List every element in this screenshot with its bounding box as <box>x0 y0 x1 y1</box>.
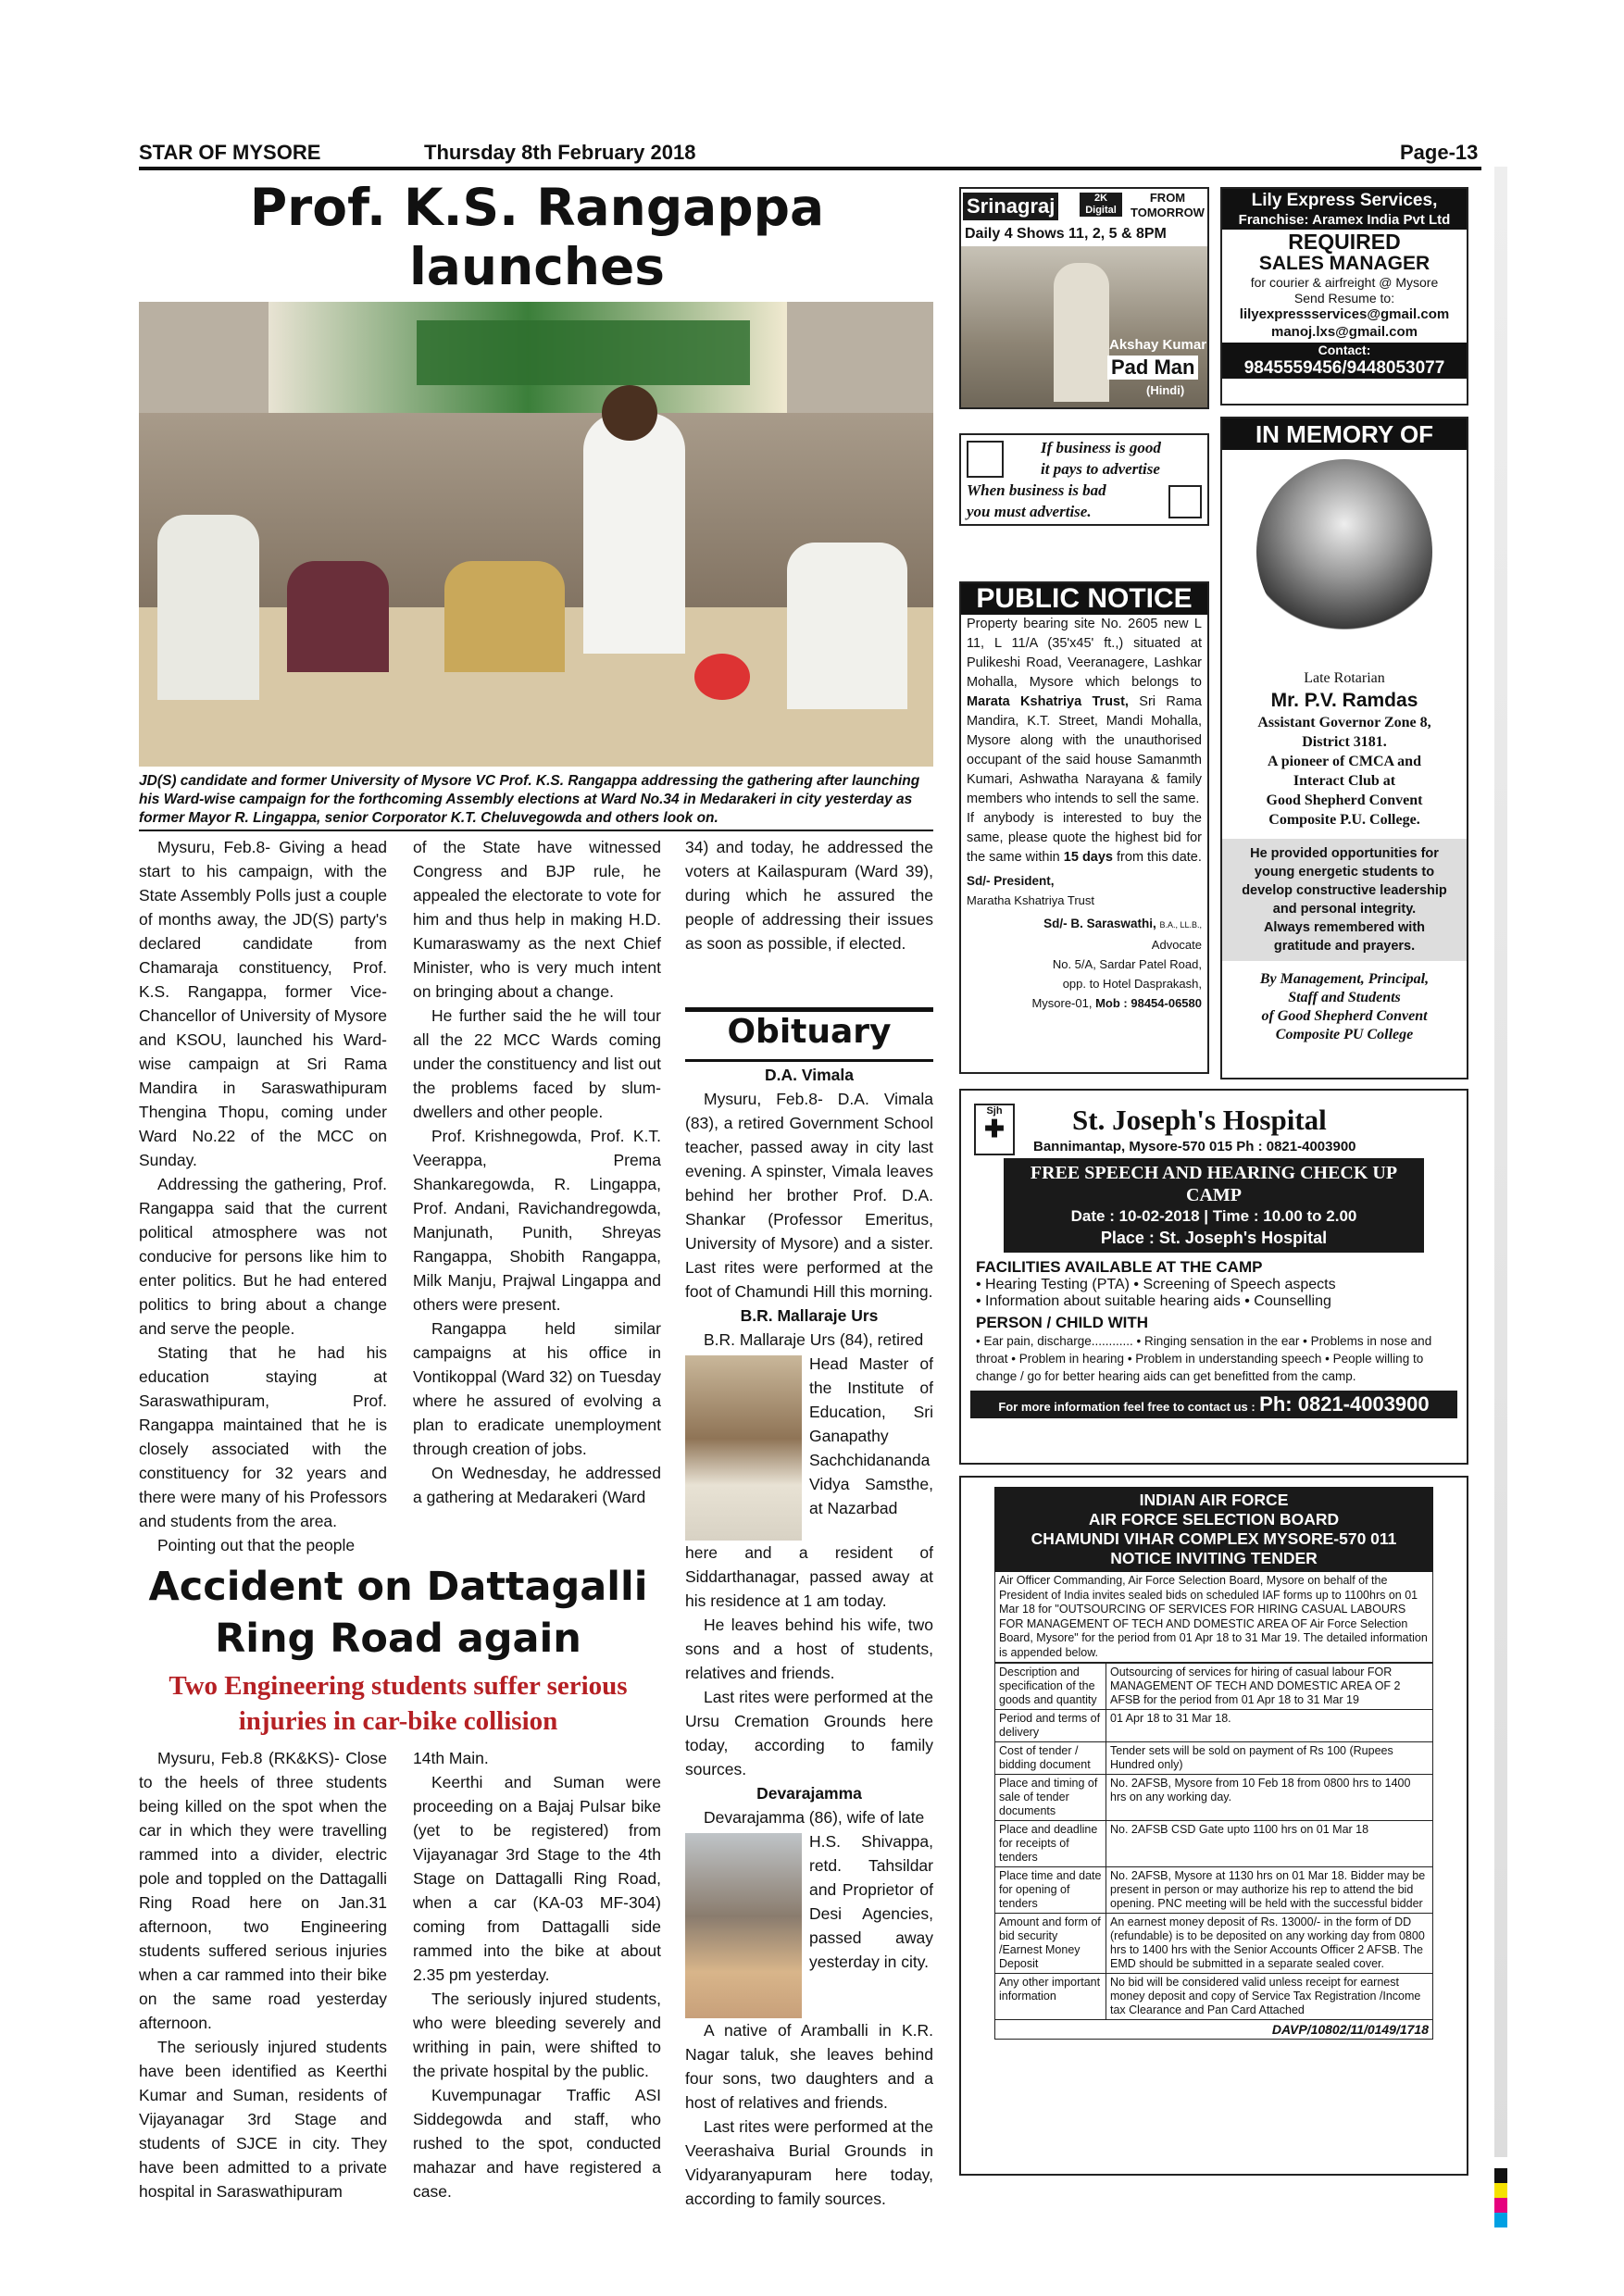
tender-davp: DAVP/10802/11/0149/1718 <box>994 2020 1433 2040</box>
lily-email-2: manoj.lxs@gmail.com <box>1270 324 1418 340</box>
story1-caption: JD(S) candidate and former University of Mysore VC Prof. K.S. Rangappa addressing the gathering after launching his Ward-wise campaign for the forthcoming Assembly elections at Ward No.34 in Medarakeri in city yesterday as former Mayor R. Lingappa, senior Corporator K.T. Cheluvegowda and others look on. <box>139 773 920 826</box>
tender-row-label: Place and timing of sale of tender documents <box>995 1775 1106 1821</box>
cinema-actor: Akshay Kumar <box>1109 337 1207 353</box>
obit-rule-bottom <box>685 1059 933 1062</box>
story2-subheadline: Two Engineering students suffer serious injuries in car-bike collision <box>169 1671 628 1736</box>
notice-title: PUBLIC NOTICE <box>961 583 1207 615</box>
obit-rule-top <box>685 1007 933 1012</box>
memory-portrait <box>1256 459 1432 644</box>
lily-phone: 9845559456/9448053077 <box>1222 358 1467 379</box>
public-notice: PUBLIC NOTICE Property bearing site No. 2605 new L 11, L 11/A (35'x45' ft.,) situated at Pulikeshi Road, Veeranagere, Lashkar Mohalla, Mysore which belongs to Marata Kshatriya Trust, Sri Rama Mandira, K.T. Street, Mandi Mohalla, Mysore along with the unauthorised occupant of the said house Samanmth Kumari, Ashwatha Narayana & family members who intends to sell the same. If anybody is interested to buy the same, please quote the highest bid for the same within 15 days from this date. Sd/- President, Maratha Kshatriya Trust Sd/- B. Saraswathi, B.A., LL.B., Advocate No. 5/A, Sardar Patel Road, opp. to Hotel Dasprakash, Mysore-01, Mob : 98454-06580 <box>959 581 1209 1074</box>
masthead-date: Thursday 8th February 2018 <box>424 141 696 164</box>
tender-row-value: No. 2AFSB CSD Gate upto 1100 hrs on 01 Mar 18 <box>1106 1821 1433 1867</box>
gutter-bar <box>1494 167 1507 2157</box>
obit-photo-mallaraje <box>685 1355 802 1541</box>
filler-ad: If business is good it pays to advertise When business is bad you must advertise. <box>959 433 1209 526</box>
cinema-name: Srinagraj <box>963 193 1058 220</box>
masthead-rule <box>139 167 1481 170</box>
story1-col2: of the State have witnessed Congress and BJP rule, he appealed the electorate to vote for him and thus help in making H.D. Kumaraswamy as the next Chief Minister, who is very much intent on bringing about a change. He further said the he will tour all the 22 MCC Wards coming under the constituency and list out the problems faced by slum-dwellers and other people. Prof. Krishnegowda, Prof. K.T. Veerappa, Prema Shankaregowda, R. Lingappa, Prof. Andani, Ravichandregowda, Manjunath, Punith, Shreyas Rangappa, Shobith Rangappa, Milk Manju, Prajwal Lingappa and others were present. Rangappa held similar campaigns at his office in Vontikoppal (Ward 32) on Tuesday where he assured of evolving a plan to eradicate unemployment through creation of jobs. On Wednesday, he addressed a gathering at Medarakeri (Ward <box>413 838 661 1506</box>
story2-col2: 14th Main. Keerthi and Suman were proceeding on a Bajaj Pulsar bike (yet to be registered) from Vijayanagar 3rd Stage to the 4th Stage on Dattagalli Ring Road, when a car (KA-03 MF-304) coming from Dattagalli side rammed into the bike at about 2.35 pm yesterday. The seriously injured students, who were bleeding severely and writhing in pain, were shifted to the private hospital by the public. Kuvempunagar Traffic ASI Siddegowda and staff, who rushed to the spot, conducted mahazar and have registered a case. <box>413 1749 661 2201</box>
tender-row <box>995 1775 1433 1821</box>
tender-row-value: Outsourcing of services for hiring of casual labour FOR MANAGEMENT OF TECH AND DOMESTIC AREA OF 2 AFSB for the period from 01 Apr 18 to 31 Mar 19 <box>1106 1664 1433 1710</box>
memory-ad: IN MEMORY OF Late Rotarian Mr. P.V. Ramdas Assistant Governor Zone 8, District 3181. A pioneer of CMCA and Interact Club at Good Shepherd Convent Composite P.U. College. He provided opportunities for young energetic students to develop constructive leadership and personal integrity. Always remembered with gratitude and prayers. By Management, Principal, Staff and Students of Good Shepherd Convent Composite PU College <box>1220 417 1468 1079</box>
story2-headline: Accident on Dattagalli Ring Road again <box>148 1564 648 1662</box>
filler-cartoon-icon-2 <box>1168 485 1202 518</box>
story1-col1: Mysuru, Feb.8- Giving a head start to his campaign, with the State Assembly Polls just a couple of months away, the JD(S) party's declared candidate from Chamaraja constituency, Prof. K.S. Rangappa, former Vice-Chancellor of University of Mysore and KSOU, launched his Ward-wise campaign at Sri Rama Mandira in Saraswathipuram Thengina Thopu, coming under Ward No.22 of the MCC on Sunday. Addressing the gathering, Prof. Rangappa said that the current political atmosphere was not conducive for persons like him to enter politics. But he had entered politics to bring about a change and serve the people. Stating that he had his education staying at Saraswathipuram, Prof. Rangappa maintained that he is closely associated with the constituency for 32 years and there were many of his Professors and students from the area. Pointing out that the people <box>139 838 387 1554</box>
obit-name-3: Devarajamma <box>756 1784 862 1803</box>
hospital-name: St. Joseph's Hospital <box>1072 1104 1327 1136</box>
hospital-ad: Sjh ✚ St. Joseph's Hospital Bannimantap, Mysore-570 015 Ph : 0821-4003900 FREE SPEECH AND HEARING CHECK UP CAMP Date : 10-02-2018 | Time : 10.00 to 2.00 Place : St. Joseph's Hospital FACILITIES AVAILABLE AT THE CAMP • Hearing Testing (PTA) • Screening of Speech aspects • Information about suitable hearing aids • Counselling PERSON / CHILD WITH • Ear pain, discharge............ • Ringing sensation in the ear • Problems in nose and throat • Problem in hearing • Problem in understanding speech • People willing to change / go for better hearing aids can get benefitted from the camp. For more information feel free to contact us : Ph: 0821-4003900 <box>959 1089 1468 1465</box>
lily-email-1: lilyexpressservices@gmail.com <box>1239 306 1450 322</box>
tender-row-label: Description and specification of the goods and quantity <box>995 1664 1106 1710</box>
tender-row-label: Place time and date for opening of tenders <box>995 1867 1106 1914</box>
tender-row-value: No. 2AFSB, Mysore at 1130 hrs on 01 Mar 18. Bidder may be present in person or may authorize his rep to attend the bid opening. PNC meeting will be held with the successful bidder <box>1106 1867 1433 1914</box>
story1-col3: 34) and today, he addressed the voters at Kailaspuram (Ward 39), during which he assured the people of addressing their issues as soon as possible, if elected. <box>685 838 933 953</box>
tender-row <box>995 1914 1433 1974</box>
tender-row-label: Cost of tender / bidding document <box>995 1742 1106 1775</box>
tender-row-value: Tender sets will be sold on payment of Rs 100 (Rupees Hundred only) <box>1106 1742 1433 1775</box>
tender-ad: INDIAN AIR FORCE AIR FORCE SELECTION BOARD CHAMUNDI VIHAR COMPLEX MYSORE-570 011 NOTICE INVITING TENDER Air Officer Commanding, Air Force Selection Board, Mysore on behalf of the President of India invites sealed bids on scheduled IAF forms up to 1100hrs on 01 Mar 18 for "OUTSOURCING OF SERVICES FOR HIRING CASUAL LABOURS FOR MANAGEMENT OF TECH AND DOMESTIC AREA OF Air Force Selection Board, Mysore" for the period from 01 Apr 18 to 31 Mar 19. The detailed information is appended below. Description and specification of the goods and quantity Outsourcing of services for hiring of casual labour FOR MANAGEMENT OF TECH AND DOMESTIC AREA OF 2 AFSB for the period from 01 Apr 18 to 31 Mar 19 Period and terms of delivery 01 Apr 18 to 31 Mar 18. Cost of tender / bidding document Tender sets will be sold on payment of Rs 100 (Rupees Hundred only) Place and timing of sale of tender documents No. 2AFSB, Mysore from 10 Feb 18 from 0800 hrs to 1400 hrs on any working day. Place and deadline for receipts of tenders No. 2AFSB CSD Gate upto 1100 hrs on 01 Mar 18 Place time and date for opening of tenders No. 2AFSB, Mysore at 1130 hrs on 01 Mar 18. Bidder may be present in person or may authorize his rep to attend the bid opening. PNC meeting will be held with the successful bidder Amount and form of bid security /Earnest Money Deposit An earnest money deposit of Rs. 13000/- in the form of DD (refundable) is to be deposited on any working day from 0800 hrs to 1400 hrs with the Senior Accounts Officer 2 AFSB. The EMD should be submitted in a separate sealed cover. Any other important information No bid will be considered valid unless receipt for earnest money deposit and copy of Service Tax Registration /Income tax Clearance and Pan Card Attached DAVP/10802/11/0149/1718 <box>959 1476 1468 2176</box>
cinema-lang: (Hindi) <box>1146 383 1185 397</box>
lily-ad: Lily Express Services, Franchise: Aramex India Pvt Ltd REQUIRED SALES MANAGER for courier & airfreight @ Mysore Send Resume to: lilyexpressservices@gmail.com manoj.lxs@gmail.com Contact: 9845559456/9448053077 <box>1220 187 1468 406</box>
cinema-badge: 2K Digital <box>1080 193 1122 217</box>
caption-rule <box>139 830 933 831</box>
obit-col: D.A. Vimala Mysuru, Feb.8- D.A. Vimala (83), a retired Government School teacher, passed away in city last evening. A spinster, Vimala leaves behind her brother Prof. D.A. Shankar (Professor Emeritus, University of Mysore) and a sister. Last rites were performed at the foot of Chamundi Hill this morning. B.R. Mallaraje Urs B.R. Mallaraje Urs (84), retired Head Master of the Institute of Education, Sri Ganapathy Sachchidananda Vidya Samsthe, at Nazarbad here and a resident of Siddarthanagar, passed away at his residence at 1 am today. He leaves behind his wife, two sons and a host of students, relatives and friends. Last rites were performed at the Ursu Cremation Grounds here today, according to family sources. Devarajamma Devarajamma (86), wife of late H.S. Shivappa, retd. Tahsildar and Proprietor of Desi Agencies, passed away yesterday in city. A native of Aramballi in K.R. Nagar taluk, she leaves behind four sons, two daughters and a host of relatives and friends. Last rites were performed at the Veerashaiva Burial Grounds in Vidyaranyapuram here today, according to family sources. <box>685 1063 933 2211</box>
hospital-logo-icon: Sjh ✚ <box>974 1104 1015 1155</box>
tender-table <box>994 1663 1433 2020</box>
registration-strip-4 <box>1494 2168 1507 2227</box>
tender-row-value: No bid will be considered valid unless receipt for earnest money deposit and copy of Service Tax Registration /Income tax Clearance and Pan Card Attached <box>1106 1974 1433 2020</box>
tender-row-label: Period and terms of delivery <box>995 1710 1106 1742</box>
obit-title: Obituary <box>727 1013 892 1051</box>
masthead-page: Page-13 <box>1400 141 1479 164</box>
story1-photo <box>139 302 933 767</box>
story1-headline: Prof. K.S. Rangappa launches <box>249 178 825 296</box>
filler-cartoon-icon <box>967 441 1004 478</box>
tender-row <box>995 1867 1433 1914</box>
hospital-phone: Ph: 0821-4003900 <box>1259 1392 1430 1416</box>
tender-row <box>995 1742 1433 1775</box>
obit-photo-devarajamma <box>685 1833 802 2018</box>
cinema-from: FROM TOMORROW <box>1131 191 1205 219</box>
tender-row-label: Any other important information <box>995 1974 1106 2020</box>
tender-row-value: No. 2AFSB, Mysore from 10 Feb 18 from 0800 hrs to 1400 hrs on any working day. <box>1106 1775 1433 1821</box>
tender-row-label: Place and deadline for receipts of tenders <box>995 1821 1106 1867</box>
tender-row-value: An earnest money deposit of Rs. 13000/- in the form of DD (refundable) is to be deposited on any working day from 0800 hrs to 1400 hrs with the Senior Accounts Officer 2 AFSB. The EMD should be submitted in a separate sealed cover. <box>1106 1914 1433 1974</box>
tender-row-label: Amount and form of bid security /Earnest Money Deposit <box>995 1914 1106 1974</box>
tender-row <box>995 1974 1433 2020</box>
obit-name-2: B.R. Mallaraje Urs <box>740 1306 879 1325</box>
story2-col1: Mysuru, Feb.8 (RK&KS)- Close to the heels of three students being killed on the spot when the car in which they were travelling rammed into a divider, electric pole and toppled on the Dattagalli Ring Road here on Jan.31 afternoon, two Engineering students suffered serious injuries when a car rammed into their bike on the same road yesterday afternoon. The seriously injured students have been identified as Keerthi Kumar and Suman, residents of Vijayanagar 3rd Stage and students of SJCE in city. They have been admitted to a private hospital in Saraswathipuram <box>139 1749 387 2201</box>
tender-row <box>995 1664 1433 1710</box>
cinema-film: Pad Man <box>1107 356 1198 380</box>
cinema-ad <box>959 187 1209 409</box>
masthead-paper: STAR OF MYSORE <box>139 141 321 164</box>
tender-row <box>995 1821 1433 1867</box>
tender-row <box>995 1710 1433 1742</box>
tender-row-value: 01 Apr 18 to 31 Mar 18. <box>1106 1710 1433 1742</box>
obit-name-1: D.A. Vimala <box>765 1066 854 1084</box>
memory-title: IN MEMORY OF <box>1222 418 1467 450</box>
cinema-shows: Daily 4 Shows 11, 2, 5 & 8PM <box>965 226 1167 242</box>
